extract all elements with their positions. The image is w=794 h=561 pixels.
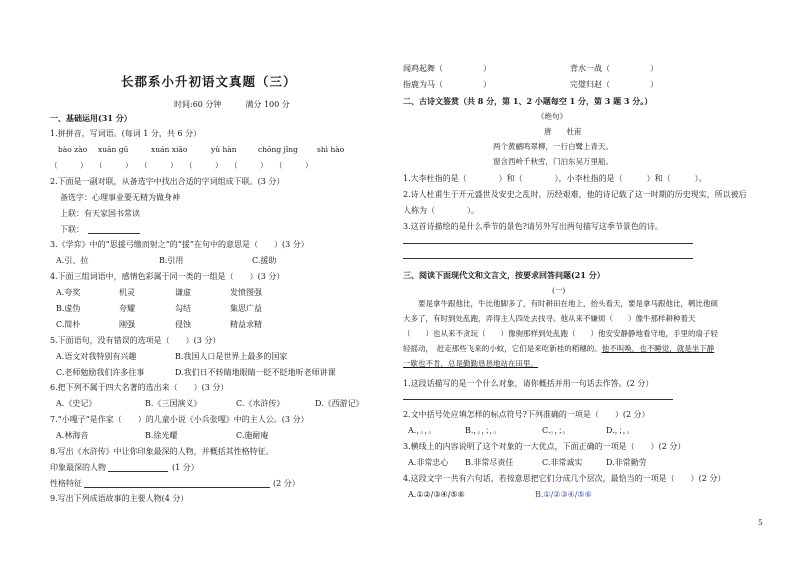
- rq2-option-c: C.。，；。: [542, 426, 571, 435]
- pinyin-4: yǔ hàn: [211, 145, 237, 154]
- question-2: 2.下面是一副对联，从备选字中找出合适的字词组成下联。(3 分）: [50, 177, 285, 186]
- section-heading-3: 三、阅读下面现代文和文言文，按要求回答问题(21 分）: [403, 270, 605, 280]
- poem-question-2b: 人称为（ ）。: [403, 206, 479, 215]
- rq3-option-d: D.非常勤劳: [606, 458, 647, 467]
- reading-q1-answer-line[interactable]: [403, 399, 673, 400]
- q4-b-2: 夸耀: [119, 304, 135, 313]
- q4-b-4: 集思广益: [230, 304, 262, 313]
- q8-trait-score: (2 分）: [273, 479, 300, 488]
- q5-option-d: D.我们日不转睛地眼睛一眨不眨地听老师讲课: [175, 368, 336, 377]
- rq2-option-b: B.，。，；，。: [465, 426, 502, 435]
- page-title: 长郡系小升初语文真题（三）: [121, 74, 297, 89]
- q4-a-3: 谦虚: [175, 288, 191, 297]
- reading-question-2: 2.文中括号处应填怎样的标点符号?下列准确的一项是（ ）(2 分）: [403, 410, 650, 419]
- q7-option-b: B.徐光耀: [145, 431, 178, 440]
- q4-c-4: 精益求精: [230, 320, 262, 329]
- q8-character-score: (1 分）: [172, 463, 199, 472]
- pinyin-6: shì hào: [317, 145, 345, 154]
- q4-a-2: 机灵: [119, 288, 135, 297]
- exam-meta: 时间:60 分钟 满分 100 分: [174, 100, 290, 109]
- question-6: 6.把下列不属于四大名著的选出来（ ）(3 分）: [50, 383, 229, 392]
- passage-underlined: 他不叫唤，也不睡觉，就是坐下静一歇也不肯，总是勤勤恳恳地站在田里。: [403, 344, 715, 368]
- poem-question-3: 3.这首诗描绘的是什么季节的景色?请另外写出两句描写这季节景色的诗。: [403, 222, 663, 231]
- idiom-2: 背水一战（ ）: [570, 64, 658, 73]
- poem-line-2: 窗含西岭千秋雪，门泊东吴万里船。: [493, 157, 613, 166]
- passage-text: [403, 296, 718, 371]
- question-5: 5.下面语句，没有错误的选项是（ ）(3 分）: [50, 336, 221, 345]
- q4-c-3: 侵蚀: [175, 320, 191, 329]
- q5-option-c: C.老师勉励我们许多往事: [56, 368, 145, 377]
- poem-line-1: 两个黄鹂鸣翠柳，一行白鹭上青天。: [493, 142, 613, 151]
- q8-trait-blank[interactable]: [84, 487, 270, 488]
- reading-question-4: 4.这段文字一共有六句话，若按意思把它们分成几个层次，最恰当的一项是（ ）(2 分）: [403, 474, 726, 483]
- question-8: 8.写出《水浒传》中让你印象最深的人物，并概括其性格特征。: [50, 447, 274, 456]
- pinyin-3: xuán xiāo: [151, 145, 188, 154]
- couplet-lower-blank[interactable]: [88, 233, 140, 234]
- pinyin-2: xuān gū: [98, 145, 129, 154]
- rq3-option-c: C.非常诚实: [542, 458, 583, 467]
- q7-option-a: A.林海音: [56, 431, 89, 440]
- pinyin-1: bào zào: [58, 145, 88, 154]
- q4-b-3: 勾结: [175, 304, 191, 313]
- question-4: 4.下面三组词语中，感情色彩属于同一类的一组是（ ）(3 分）: [50, 272, 285, 281]
- idiom-4: 完璧归赵（ ）: [570, 80, 658, 89]
- idiom-3: 指鹿为马（ ）: [403, 80, 491, 89]
- q8-character-blank[interactable]: [108, 471, 168, 472]
- question-9: 9.写出下列成语故事的主要人物(4 分）: [50, 494, 189, 503]
- q6-option-b: B.《三国演义》: [145, 399, 202, 408]
- q3-option-c: C.援助: [252, 256, 277, 265]
- q5-option-a: A.语文对我特别有兴趣: [56, 352, 137, 361]
- q4-a-4: 发愤图强: [230, 288, 262, 297]
- rq3-option-b: B.非常尽责任: [465, 458, 514, 467]
- couplet-upper: 上联：有天家国书常读: [60, 209, 140, 218]
- q4-b-1: B.虚伪: [56, 304, 81, 313]
- couplet-options: 备选字：心理事业要无精为做身神: [60, 193, 180, 202]
- passage-label: (一): [552, 286, 566, 295]
- q6-option-a: A.《史记》: [56, 399, 97, 408]
- section-heading-1: 一、基础运用(31 分）: [50, 113, 132, 123]
- pinyin-5: chōng jǐng: [258, 145, 298, 154]
- poem-answer-line-2[interactable]: [403, 258, 693, 259]
- q4-a-1: A.夸奖: [56, 288, 81, 297]
- q4-c-1: C.简朴: [56, 320, 81, 329]
- q3-option-a: A.引、拉: [56, 256, 89, 265]
- couplet-lower-label: 下联：: [60, 225, 84, 234]
- poem-title: 《绝句》: [537, 112, 567, 121]
- pinyin-answer-parens: （ ） （ ） （ ） （ ） （ ） （ ）: [50, 161, 313, 170]
- q8-character-label: 印象最深的人物: [50, 463, 106, 472]
- reading-question-3: 3.横线上的内容说明了这个对象的一大优点，下面正确的一项是（ ）(2 分）: [403, 442, 686, 451]
- passage-part-1: 要是拿牛跟他比，牛比他脚多了，有时耕田在地上，抬头看天，要是拿马跟他比，鹌比他硕大多了，有时到处乱跑，弄得主人四处去找寻。他从来不嫌烦（ ）像牛那样耕种着天（ ）也从来不贪玩（ ）像驹那样到处乱跑（ ）他安安静静地看守地，手里的扇子轻轻摇动， 赶走那些飞来的小蚊，: [403, 299, 718, 353]
- poem-question-1: 1.大李杜指的是（ ）和（ ），小李杜指的是（ ）和（ ）。: [403, 174, 707, 183]
- rq4-option-a: A.①②/③④/⑤⑥: [408, 490, 465, 499]
- q3-option-b: B.引用: [159, 256, 184, 265]
- q7-option-c: C.施耐庵: [236, 431, 269, 440]
- page-number: 5: [758, 518, 763, 527]
- q6-option-d: D.《西游记》: [315, 399, 364, 408]
- poem-answer-line-1[interactable]: [403, 243, 693, 244]
- idiom-1: 闻鸡起舞（ ）: [403, 64, 491, 73]
- question-3: 3.《学弈》中的“思援弓缴而射之”的“援”在句中的意思是（ ）(3 分）: [50, 240, 309, 249]
- rq2-option-d: D.，；，。: [606, 426, 635, 435]
- poem-question-2a: 2.诗人杜甫生于开元盛世及安史之乱时，历经艰难，他的诗记载了这一时期的历史现实，所以被后: [403, 190, 747, 199]
- q4-c-2: 刚强: [119, 320, 135, 329]
- passage-part-2: 它们是来吃新桂的稻穗的。: [511, 344, 602, 353]
- q8-trait-label: 性格特征: [50, 479, 82, 488]
- question-7: 7.“小嘎子”是作家（ ）的儿童小说《小兵张嘎》中的主人公。(3 分）: [50, 415, 309, 424]
- poem-author: 唐 杜甫: [544, 127, 582, 136]
- rq3-option-a: A.非常忠心: [408, 458, 449, 467]
- reading-question-1: 1.这段话描写的是一个什么对象，请你概括并用一句话去作答。(2 分）: [403, 379, 654, 388]
- question-1: 1.拼拼音，写词语。(每词 1 分，共 6 分）: [50, 129, 202, 138]
- rq2-option-a: A.，。，。: [408, 426, 437, 435]
- section-heading-2: 二、古诗文鉴赏（共 8 分，第 1、2 小题每空 1 分，第 3 题 3 分。）: [403, 96, 653, 106]
- q6-option-c: C.《水浒传》: [236, 399, 285, 408]
- q5-option-b: B.我国人口是世界上最多的国家: [175, 352, 288, 361]
- rq4-option-b: B.①/②③④/⑤⑥: [535, 490, 592, 499]
